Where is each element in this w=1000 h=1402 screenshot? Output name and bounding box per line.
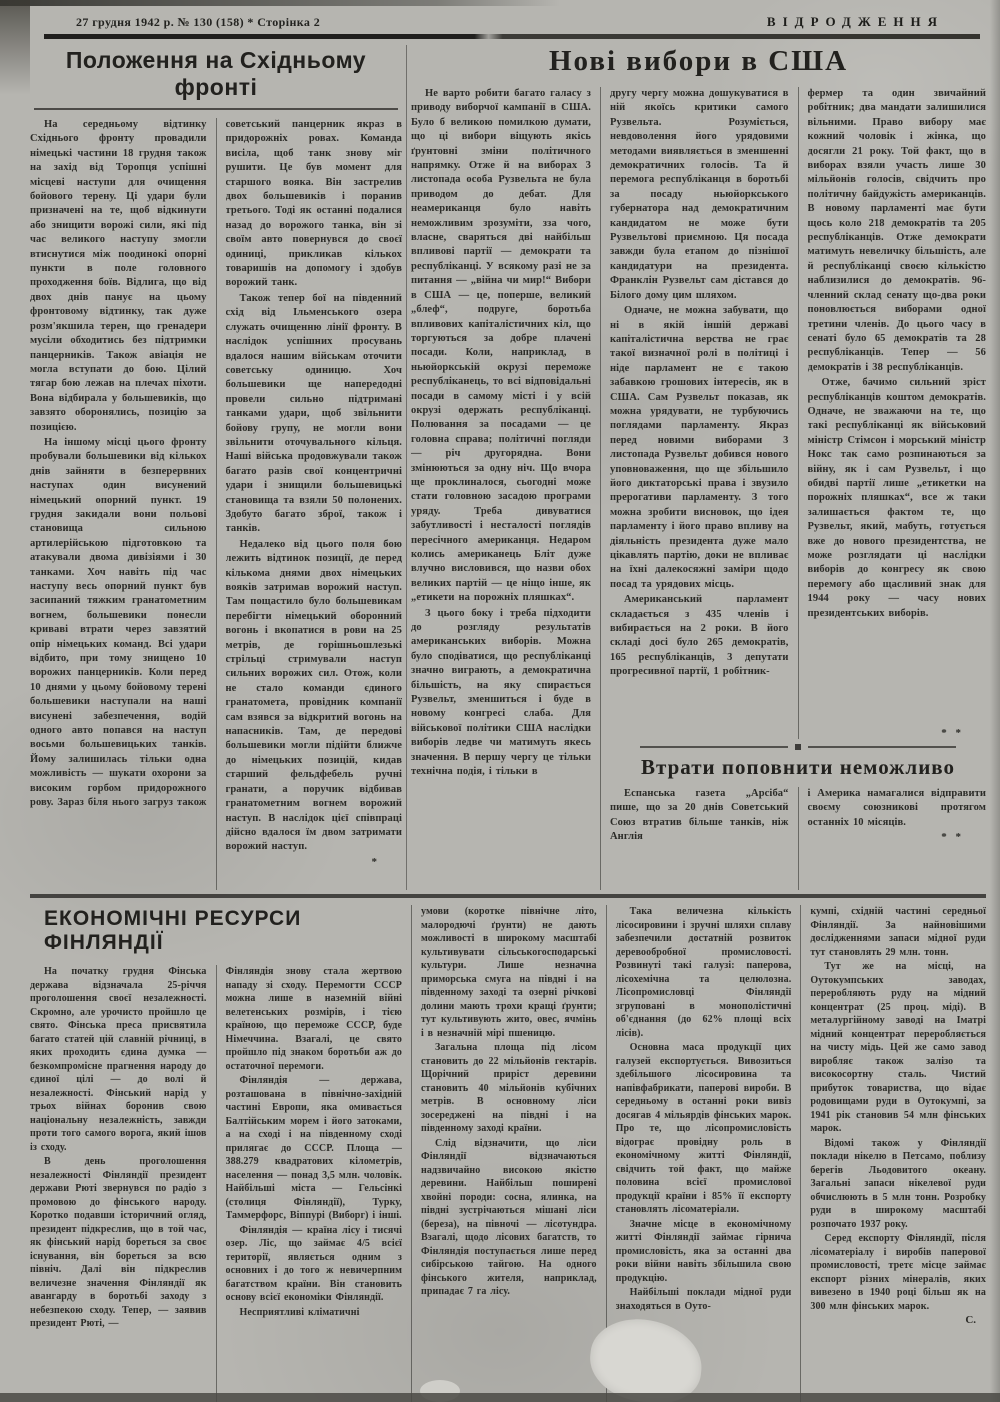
scan-edge-right (990, 0, 1000, 1402)
article-column-wrap (810, 905, 986, 1402)
article-losses-title: Втрати поповнити неможливо (641, 755, 955, 779)
article-column-wrap (808, 87, 987, 739)
article-us-elections (411, 45, 986, 890)
article-eastern-front-columns (30, 110, 402, 890)
section-rule (640, 744, 956, 750)
top-section (30, 45, 986, 890)
article-column: умови (коротке північне літо, малородючі ґрунти) не дають можливості в широкому масштабі культивувати сільськогосподарські культури. Лише незначна приморська смуга на півдні і на південному заході та озерні річкові долини мають трохи кращі ґрунти; тут культивують жито, овес, ячмінь і в незначній мірі пшеницю. Загальна площа під лісом становить до 22 мільйонів гектарів. Щорічний приріст деревини становить 40 мільйонів кубічних метрів. В основному ліси зосереджені на півдні і на південному заході країни. Слід відзначити, що ліси Фінляндії відзначаються надзвичайно високою якістю деревини. Найбільш поширені хвойні породи: сосна, ялинка, на півдні зустрічаються мішані ліси (береза), на півночі — лісотундра. Взагалі, щодо лісових багатств, то Фінляндія поступається лише перед сибірською тайгою. На одного фінського жителя, наприклад, припадає 7 га лісу. (421, 906, 597, 1297)
article-column: фермер та один звичайний робітник; два мандати залишилися вільними. Право вибору має кожний чоловік і жінка, що досягли 21 року. Той факт, що в виборах взяли участь лише 30 мільйонів голосів, свідчить про політичну байдужість американців. В новому парламенті має бути щось коло 218 демократів та 205 республіканців. Отже демократи матимуть невеличку більшість, але й республіканці своєю кількістю наблизилися до демократів. 96-членний склад сенату що-два роки поновлюється виборами одної третини членів. До цього часу в сенаті було 65 демократів та 28 республіканців. Тепер — 56 демократів і 38 республіканців. Отже, бачимо сильний зріст республіканців коштом демократів. Одначе, не зважаючи на те, що такі республіканці як військовий міністр Стімсон і морський міністр Нокс так само розпинаються за війну, як і сам Рузвельт, і що обидві партії лише „етикетки на порожніх пляшках“, все ж таки залишається фактом те, що Рузвельт, який, мабуть, готується вже до нового президентства, не може розглядати ці наслідки виборів до конгресу як свою перемогу або щасливий знак для 1944 року — часу нових президентських виборів. (807, 88, 986, 619)
article-end-mark: * * (941, 727, 964, 739)
article-finland-left (30, 905, 402, 1402)
article-finland (30, 894, 986, 1402)
scan-corner-stain (0, 0, 30, 95)
article-us-elections-columns-2-3 (610, 87, 986, 739)
article-column: і Америка намагалися відправити своєму союзникові протягом останніх 10 місяців. (807, 788, 986, 828)
scan-edge-top (0, 0, 560, 6)
article-column: кумпі, східній частині середньої Фінляндії. За найновішими дослідженнями запаси мідної руди тут становлять 29 млн. тонн. Тут же на місці, на Оутокумпських заводах, переробляють руду на мідний концентрат (25 проц. міді). В металургійному заводі на Іматрі мідний концентрат переробляється на чисту мідь. Цей же само завод виробляє також залізо та високосортну сталь. Чистий прибуток товариства, що відає родовищами руди в Оутокумпі, за 1941 рік становив 54 млн фінських марок. Відомі також у Фінляндії поклади нікелю в Петсамо, поблизу берегів Льодовитого океану. Загальні запаси нікелевої руди обчислюють в 5 млн тонн. Розробку руди в широкому масштабі розпочато 1937 року. Серед експорту Фінляндії, після лісоматеріалу і виробів паперової промисловості, третє місце займає експорт різних мінералів, яких вивезено в 1940 році більш як на 300 млн фінських марок. (810, 906, 986, 1312)
column-divider (600, 87, 601, 890)
article-us-elections-columns (411, 87, 986, 890)
column-divider (798, 787, 799, 890)
article-column: Еспанська газета „Арсіба“ пише, що за 20 днів Советський Союз втратив більше танків, ніж Англія (610, 788, 789, 843)
article-end-mark: * (371, 855, 380, 868)
scan-edge-bottom (0, 1393, 1000, 1402)
column-divider (216, 118, 217, 890)
article-column: Фінляндія знову стала жертвою нападу зі сходу. Перемогти СССР можна лише в наземній війні велетенських розмірів, і тією країною, що переможе СССР, буде Німеччина. Взагалі, це свято пройшло під знаком боротьби аж до остаточної перемоги. Фінляндія — держава, розташована в північно-західній частині Европи, яка омивається Балтійським морем і його затоками, а на сході і на південному сході прилягає до СССР. Площа — 388.279 квадратових кілометрів, населення — понад 3,5 млн. чоловік. Найбільші міста — Гельсінкі (столиця Фінляндії), Турку, Таммерфорс, Віппурі (Виборг) і інші. Фінляндія — країна лісу і тисячі озер. Ліс, що займає 4/5 всієї території, являється одним з основних і до того ж невичерпним багатством країни. Він становить основу всієї економіки Фінляндії. Несприятливі кліматичні (225, 966, 402, 1318)
article-column: советський панцерник якраз в придорожніх ровах. Команда висіла, щоб танк знову міг рушити. Це був момент для старшого вояка. Він застрелив двох большевиків і поранив третього. Тоді як останні подалися назад до ворожого танка, він зі своїм авто повернувся до своєї одиниці, прикликав кількох товаришів на допомогу і здобув ворожий танк. Також тепер бої на південний схід від Ільменського озера служать очищенню лінії фронту. В наслідок успішних просувань вдалося нашим військам оточити советську одиницю. Хоч большевики ще напередодні провели сильно підтримані танками удари, щоб звільнити бойову групу, не могли вони звільнити оточувального кільця. Наші війська продовжували також багато разів свої концентричні удари і знищили большевицькі становища та взяли 50 полонених. Здобуто багато зброї, також і танків. Недалеко від цього поля бою лежить відтинок позиції, де перед кількома днями двох німецьких вояків затримав ворожий наступ. Там пощастило було большевикам перебігти німецький оборонний вогонь і вкопатися в рови на 25 метрів, де горішньошлезькі стрільці стримували наступ сильних ворожих сил. Отож, коли не стало команди єдиного гранатомета, провідник компанії сам взявся за відкритий вогонь на напасників. Там, де передові большевики могли підійти ближче до німецьких позицій, кидав старший фельдфебель ручні гранати, а поручик відбивав гранатометним вогнем ворожий наступ. В наслідок цієї співпраці дійсно вдалося їм двом затримати ворожий наступ. (225, 119, 402, 853)
section-divider (406, 45, 407, 890)
article-losses-columns (610, 787, 986, 890)
article-end-mark: * * (941, 831, 964, 844)
column-divider (798, 87, 799, 739)
issue-date-line: 27 грудня 1942 р. № 130 (158) * Сторінка 2 (76, 15, 321, 29)
article-column-wrap (226, 118, 403, 890)
rule-line (640, 746, 788, 748)
article-column: На середньому відтинку Східнього фронту провадили німецькі частини 18 грудня також на захід від Торопця успішні місцеві наступи для очищення бойового терену. Ці удари були призначені на те, щоб відкинути або знищити ворожі сили, які під час великого наступу змогли втиснутися між поодинокі опорні пункти в поле головного проходження боїв. Відлига, що від двох днів панує на цьому фронтовому відтинку, так дуже розм'якшила терен, що гренадери мусіли обходитись без підтримки панцерників. Також авіація не могла вступати до бою. Цілий тягар бою лежав на плечах піхоти. Вона відбирала у большевиків, що завзято оборонялись, позицію за позицією. На іншому місці цього фронту пробували большевики від кількох днів зайняти в безперервних наступах один висунений німецький опорний пункт. 19 грудня закидали вони польові становища сильною артилерійською підготовкою та атакували двома дивізіями і 30 танками. Хоч навіть під час наступу весь опорний пункт був засипаний тяжким гранатометним вогнем, большевики понесли криваві втрати через завзятий опір німецьких команд. Всі удари відбито, при тому знищено 10 ворожих панцерників. Коли перед 10 днями у цьому бойовому терені большевики наступали на наші висунені забезпечення, водій одного авто попався на наступ восьми большевицьких танків. Йому залишилась тільки одна можливість — шукати охорони за високим горбом придорожного рову. Зараз біля нього загруз також (30, 119, 207, 809)
article-column: На початку грудня Фінська держава відзначала 25-річчя проголошення своєї незалежності. Скромно, але урочисто пройшло це свято. Фінська преса присвятила багато статей цій славній річниці, в яких проходить єдина думка — безкомпромісне прагнення народу до єдиної цілі — до волі й незалежності. Фінський нарід у трьох війнах боронив свою національну незалежність, завжди проти того самого ворога, який ішов із сходу. В день проголошення незалежності Фінляндії президент держави Рюті звернувся по радіо з промовою до фінського народу. Коротко подавши історичний огляд, президент підкреслив, що в той час, як фінський нарід бореться за своє існування, він бореться за всю північ. Далі він підкреслив величезне значення Фінляндії як авангарду в боротьбі заходу з небезпекою сходу. Тепер, — заявив президент Рюті, — (30, 966, 207, 1329)
rule-line (808, 746, 956, 748)
column-divider (800, 905, 801, 1402)
article-us-elections-title: Нові вибори в США (548, 45, 849, 77)
masthead (30, 10, 986, 33)
article-losses (610, 754, 986, 890)
article-column: другу чергу можна дошукуватися в ній якоїсь критики самого Рузвельта. Розуміється, невдоволення його урядовими методами виявляється в зменшенні демократичних голосів. Та й перемога республіканця в боротьбі за посаду ньюйоркського губернатора над демократичним кандидатом не може бути Рузвельтові приємною. Ця посада завжди була етапом до пізнішої кандидатури на президента. Франклін Рузвельт сам дістався до Білого дому цим шляхом. Одначе, не можна забувати, що ні в якій іншій державі капіталістична верства не грає такої визначної ролі в політиці і ніде парламент не є такою забавкою грошових інтересів, як в США. Сам Рузвельт показав, як можна урядувати, не турбуючись поглядами парламенту. Якраз перед новими виборами 3 листопада Рузвельт добився нового уповноваження, що ще збільшило його диктаторські права і звузило прерогативи парламенту. З того можна зробити висновок, що ідея парламенту і його право впливу на діяльність президента дуже мало цікавлять партію, доки не впливає на їхні далекосяжні заміри щодо посад та урядових місць. Американський парламент складається з 435 членів і вибирається на 2 роки. В його складі досі було 265 демократів, 165 республіканців, 3 депутати прогресивної партії, 1 робітник- (610, 88, 789, 678)
rule-square (795, 744, 801, 750)
article-signature: С. (965, 1314, 977, 1326)
article-column: Така величезна кількість лісосировини і зручні шляхи сплаву забезпечили достатній розвиток деревообробної промисловості. Розвинуті такі галузі: паперова, лісохемічна та целюлозна. Лісопромисловці Фінляндії згруповані в монополістичні об'єднання (до 62% площі всіх лісів). Основна маса продукції цих галузей експортується. Вивозиться здебільшого лісосировина та напівфабрикати, паперові вироби. В середньому в останні роки вивіз досягав 4 мільярдів фінських марок. Про те, що лісопромисловість відограє провідну роль в економічному житті Фінляндії, свідчить той факт, що майже половина всієї промислової продукції країни і 85% її експорту становлять лісоматеріали. Значне місце в економічному житті Фінляндії займає гірнича промисловість, яка за останні два роки війни навіть збільшила свою продукцію. Найбільші поклади мідної руди знаходяться в Оуто- (615, 906, 792, 1312)
masthead-rule (44, 34, 980, 39)
article-eastern-front (30, 45, 402, 890)
article-finland-title: ЕКОНОМІЧНІ РЕСУРСИ ФІНЛЯНДІЇ (44, 907, 302, 954)
article-finland-columns-1-2 (30, 965, 402, 1402)
column-divider (411, 905, 412, 1402)
article-eastern-front-title: Положення на Східньому фронті (34, 47, 398, 110)
newspaper-name: ВІДРОДЖЕННЯ (766, 14, 944, 29)
column-divider (216, 965, 217, 1402)
article-column-wrap (808, 787, 987, 890)
article-us-elections-right (610, 87, 986, 890)
article-column: Не варто робити багато галасу з приводу виборчої кампанії в США. Було б великою помилкою думати, що ці вибори віщують якісь ґрунтовні зміни політичного напрямку. Отже й на виборах 3 листопада особа Рузвельта не була приводом до дебат. Для неамериканця було навіть неможливим зрозуміти, зза чого, власне, сваряться дві найбільш впливові партії — демократи та республіканці. У всякому разі не за питання — „війна чи мир!“ Вибори в США — це, поперше, великий „блеф“, подруге, боротьба впливових капіталістичних кіл, що торгуються за добре плачені посади. Коли, наприклад, в ньюйоркській окрузі переможе республіканець, то всі відповідальні посади в самому місті і у всій окрузі одержать республіканці. Полювання за посадами — це головна справа; політичні погляди — річ другорядна. Вони змінюються за одну ніч. Що вчора ще проклиналося, сьогодні може стати головною засадою програми уряду. Треба дивуватися забутливості і несталості поглядів пересічного американця. Недаром колись американець Бліт дуже влучно висловився, що назви обох великих партій — це ніщо інше, як „етикети на порожніх пляшках“. З цього боку і треба підходити до розгляду результатів американських виборів. Можна було сподіватися, що республіканці значно виграють, а демократична більшість, на яку спирається Рузвельт, зменшиться і буде в новому конгресі слаба. Для військової політики США наслідки виборів ледве чи матимуть якесь значення. В першу чергу це тільки технічна подія, і тільки в (411, 88, 591, 778)
